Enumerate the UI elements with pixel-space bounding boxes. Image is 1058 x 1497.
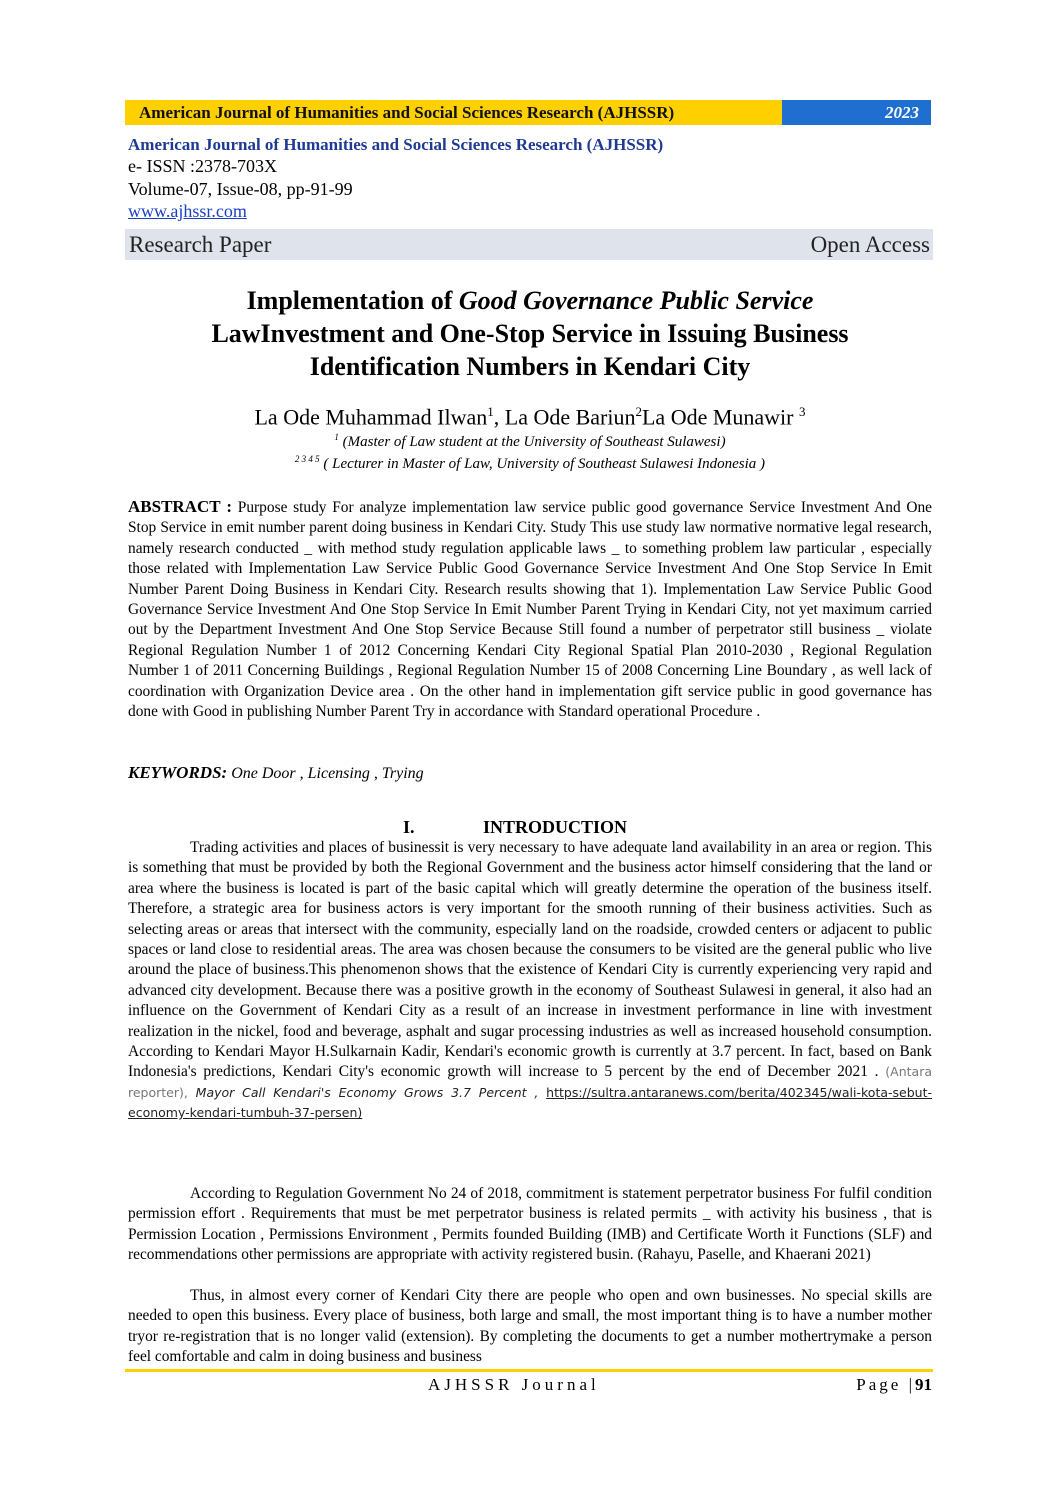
affiliation-2 [128,450,932,474]
intro-paragraph-1 [128,838,932,1124]
footer-page-label: Page | [856,1375,915,1394]
keywords-label: KEYWORDS: [128,763,228,782]
title-part1-italic: Good Governance Public Service [458,286,814,315]
title-line2: LawInvestment and One-Stop Service in Issuing Business [211,319,849,348]
meta-issn: e- ISSN :2378-703X [128,156,277,176]
meta-journal-name: American Journal of Humanities and Social Sciences Research (AJHSSR) [128,135,664,154]
meta-volume: Volume-07, Issue-08, pp-91-99 [128,179,353,199]
intro-p1-citation: (Antara reporter), [128,1064,932,1100]
abstract-text: Purpose study For analyze implementation law service public good governance Service Investment And One Stop Service in emit number parent doing business in Kendari City. Study This use study law normative normative legal research, namely research conducted _ with method study regulation applicable laws _ to something problem law particular , especially those related with Implementation Law Service Public Good Governance Service Investment And One Stop Service In Emit Number Parent Doing Business in Kendari City. Research results showing that 1). Implementation Law Service Public Good Governance Service Investment And One Stop Service In Emit Number Parent Trying in Kendari City, not yet maximum carried out by the Department Investment And One Stop Service Because Still found a number of perpetrator still business _ violate Regional Regulation Number 1 of 2012 Concerning Kendari City Regional Spatial Plan 2010-2030 , Regional Regulation Number 1 of 2011 Concerning Buildings , Regional Regulation Number 15 of 2008 Concerning Line Boundary , as well lack of coordination with Organization Device area . On the other hand in implementation gift service public in good governance has done with Good in publishing Number Parent Try in accordance with Standard operational Procedure . [128,499,933,721]
footer-page [856,1375,932,1395]
keywords [128,763,932,783]
paper-title [128,284,932,383]
title-line3: Identification Numbers in Kendari City [309,352,751,381]
header-year: 2023 [782,100,931,125]
intro-p1-citation-title: Mayor Call Kendari's Economy Grows 3.7 Percent , [187,1084,547,1100]
footer-page-number: 91 [915,1375,932,1394]
intro-paragraph-2 [128,1184,932,1266]
affiliation-2-sup: 2 3 4 5 [294,454,320,464]
author-3-sup: 3 [799,404,806,419]
author-1: La Ode Muhammad Ilwan [254,404,488,430]
running-header [125,100,931,125]
paper-type: Research Paper [129,231,272,257]
section-number: I. [403,817,415,837]
footer-journal: AJHSSR Journal [428,1375,600,1394]
affiliation-2-text: ( Lecturer in Master of Law, University of Southeast Sulawesi Indonesia ) [319,456,766,472]
author-list [128,398,932,431]
access-type: Open Access [810,231,930,257]
affiliation-1-text: (Master of Law student at the University of Southeast Sulawesi) [338,434,726,450]
footer-rule [125,1369,933,1372]
paper-type-row [125,229,933,260]
abstract [128,497,932,722]
affiliation-1-sup: 1 [334,432,339,442]
keywords-text: One Door , Licensing , Trying [227,765,424,782]
section-title: INTRODUCTION [483,817,628,837]
abstract-label: ABSTRACT : [128,497,233,516]
intro-paragraph-3 [128,1286,932,1368]
author-1-sup: 1 [487,404,494,419]
author-2-sup: 2 [635,404,642,419]
intro-p2-text: According to Regulation Government No 24 of 2018, commitment is statement perpetrator business For fulfil condition permission effort . Requirements that must be met perpetrator business is related permits _ with activity his business , that is Permission Location , Permissions Environment , Permits founded Building (IMB) and Certificate Worth it Functions (SLF) and recommendations other permissions are appropriate with activity registered busin. (Rahayu, Paselle, and Khaerani 2021) [128,1185,932,1264]
intro-p1-text: Trading activities and places of businessit is very necessary to have adequate land availability in an area or region. This is something that must be provided by both the Regional Government and the business actor himself considering that the land or area where the business is located is part of the basic capital which will greatly determine the operation of the business itself. Therefore, a strategic area for business actors is very important for the smooth running of their business activities. Such as selecting areas or areas that intersect with the community, especially land on the roadside, crowded centers or adjacent to public spaces or land close to residential areas. The area was chosen because the consumers to be visited are the general public who live around the place of business.This phenomenon shows that the existence of Kendari City is currently experiencing very rapid and advanced city development. Because there was a positive growth in the economy of Southeast Sulawesi in general, it also had an influence on the Government of Kendari City as a result of an increase in investment performance in line with investment realization in the nickel, food and beverage, asphalt and sugar processing industries as well as increased household consumption. According to Kendari Mayor H.Sulkarnain Kadir, Kendari's economic growth is currently at 3.7 percent. In fact, based on Bank Indonesia's predictions, Kendari City's economic growth will increase to 5 percent by the end of December 2021 . [128,839,932,1081]
title-part1: Implementation of [246,286,459,315]
journal-metadata [128,134,932,222]
affiliation-1 [128,428,932,452]
intro-p1-url[interactable]: https://sultra.antaranews.com/berita/402345/wali-kota-sebut-economy-kendari-tumbuh-37-persen) [128,1084,932,1121]
header-journal-name: American Journal of Humanities and Social Sciences Research (AJHSSR) [125,100,782,125]
author-3: La Ode Munawir [641,404,799,430]
author-2: , La Ode Bariun [493,404,636,430]
journal-website-link[interactable]: www.ajhssr.com [128,201,247,221]
intro-p3-text: Thus, in almost every corner of Kendari City there are people who open and own businesses. No special skills are needed to open this business. Every place of business, both large and small, the most important thing is to have a number mother tryor re-registration that is no longer valid (extension). By completing the documents to get a number mothertrymake a person feel comfortable and calm in doing business and business [128,1287,932,1366]
